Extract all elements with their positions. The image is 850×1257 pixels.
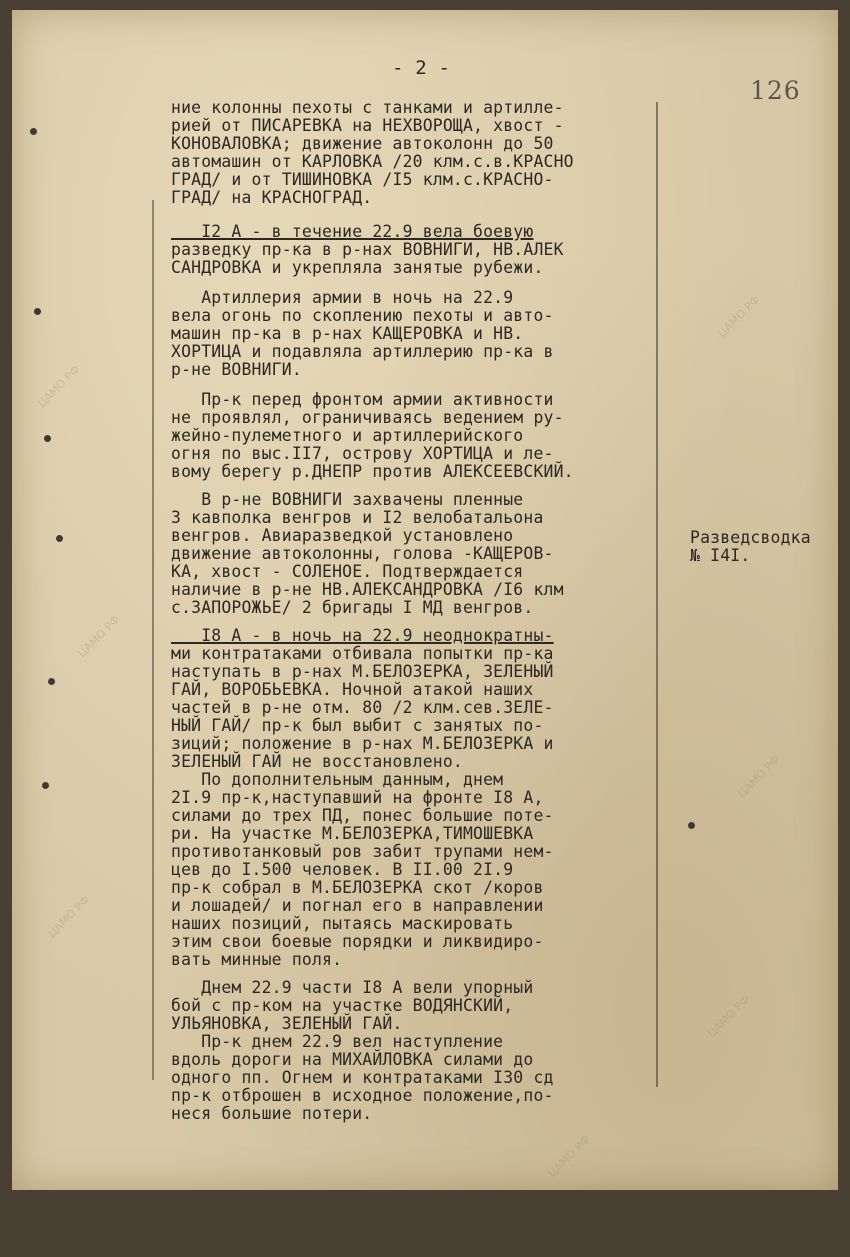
text-line: ЗЕЛЕНЫЙ ГАЙ не восстановлено. (171, 752, 463, 771)
text-line: разведку пр-ка в р-нах ВОВНИГИ, НВ.АЛЕК (171, 240, 564, 259)
watermark: ЦАМО РФ (715, 292, 763, 341)
punch-hole-mark (44, 435, 51, 442)
text-line: КОНОВАЛОВКА; движение автоколонн до 50 (171, 134, 554, 153)
text-line: жейно-пулеметного и артиллерийского (171, 426, 524, 445)
punch-hole-mark (30, 128, 37, 135)
text-line: ри. На участке М.БЕЛОЗЕРКА,ТИМОШЕВКА (171, 824, 534, 843)
text-line: движение автоколонны, голова -КАЩЕРОВ- (171, 544, 554, 563)
text-line: силами до трех ПД, понес большие поте- (171, 806, 554, 825)
text-line: КА, хвост - СОЛЕНОЕ. Подтверждается (171, 562, 524, 581)
margin-note-line: Разведсводка (690, 528, 811, 547)
margin-note-line: № I4I. (690, 546, 751, 565)
text-line: противотанковый ров забит трупами нем- (171, 842, 554, 861)
text-line: ми контратаками отбивала попытки пр-ка (171, 644, 554, 663)
text-line: вому берегу р.ДНЕПР против АЛЕКСЕЕВСКИЙ. (171, 462, 574, 481)
text-line: частей в р-не отм. 80 /2 клм.сев.ЗЕЛЕ- (171, 698, 554, 717)
page-number: - 2 - (392, 57, 451, 79)
text-line: венгров. Авиаразведкой установлено (171, 526, 514, 545)
text-line: огня по выс.II7, острову ХОРТИЦА и ле- (171, 444, 554, 463)
report-body (171, 98, 681, 1123)
text-line: зиций; положение в р-нах М.БЕЛОЗЕРКА и (171, 734, 554, 753)
text-line: 3 кавполка венгров и I2 велобатальона (171, 508, 544, 527)
watermark: ЦАМО РФ (705, 992, 753, 1041)
text-line: ХОРТИЦА и подавляла артиллерию пр-ка в (171, 342, 554, 361)
text-line: ГРАД/ и от ТИШИНОВКА /I5 клм.с.КРАСНО- (171, 170, 554, 189)
text-line: пр-к собрал в М.БЕЛОЗЕРКА скот /коров (171, 878, 544, 897)
text-line: рией от ПИСАРЕВКА на НЕХВОРОЩА, хвост - (171, 116, 564, 135)
text-line: с.ЗАПОРОЖЬЕ/ 2 бригады I МД венгров. (171, 598, 534, 617)
text-line: и лошадей/ и погнал его в направлении (171, 896, 544, 915)
text-line: ГРАД/ на КРАСНОГРАД. (171, 188, 373, 207)
text-line: Пр-к днем 22.9 вел наступление (171, 1032, 504, 1051)
text-line: В р-не ВОВНИГИ захвачены пленные (171, 490, 524, 509)
text-line: вела огонь по скоплению пехоты и авто- (171, 306, 554, 325)
text-line: автомашин от КАРЛОВКА /20 клм.с.в.КРАСНО (171, 152, 574, 171)
text-line: р-не ВОВНИГИ. (171, 360, 302, 379)
watermark: ЦАМО РФ (75, 612, 123, 661)
text-line: ГАЙ, ВОРОБЬЕВКА. Ночной атакой наших (171, 680, 534, 699)
margin-note (690, 528, 850, 604)
punch-hole-mark (34, 308, 41, 315)
watermark: ЦАМО РФ (45, 892, 93, 941)
text-line: САНДРОВКА и укрепляла занятые рубежи. (171, 258, 544, 277)
text-line: вать минные поля. (171, 950, 343, 969)
text-line: 2I.9 пр-к,наступавший на фронте I8 А, (171, 788, 544, 807)
text-line: Пр-к перед фронтом армии активности (171, 390, 554, 409)
text-line: ние колонны пехоты с танками и артилле- (171, 98, 564, 117)
text-line: цев до I.500 человек. В II.00 2I.9 (171, 860, 514, 879)
watermark: ЦАМО РФ (735, 752, 783, 801)
text-line: этим свои боевые порядки и ликвидиро- (171, 932, 544, 951)
text-line: одного пп. Огнем и контратаками I30 сд (171, 1068, 554, 1087)
text-line: УЛЬЯНОВКА, ЗЕЛЕНЫЙ ГАЙ. (171, 1014, 403, 1033)
text-line: неся большие потери. (171, 1104, 373, 1123)
punch-hole-mark (42, 782, 49, 789)
text-line: наличие в р-не НВ.АЛЕКСАНДРОВКА /I6 клм (171, 580, 564, 599)
section-12-army-heading-line: I2 А - в течение 22.9 вела боевую (171, 222, 534, 241)
watermark: ЦАМО РФ (35, 362, 83, 411)
punch-hole-mark (688, 822, 695, 829)
watermark: ЦАМО РФ (545, 1132, 593, 1181)
text-line: наших позиций, пытаясь маскировать (171, 914, 514, 933)
text-line: наступать в р-нах М.БЕЛОЗЕРКА, ЗЕЛЕНЫЙ (171, 662, 554, 681)
punch-hole-mark (48, 678, 55, 685)
text-line: пр-к отброшен в исходное положение,по- (171, 1086, 554, 1105)
section-18-army-heading-line: I8 А - в ночь на 22.9 неоднократны- (171, 626, 554, 645)
text-line: машин пр-ка в р-нах КАЩЕРОВКА и НВ. (171, 324, 524, 343)
text-line: вдоль дороги на МИХАЙЛОВКА силами до (171, 1050, 534, 1069)
text-line: НЫЙ ГАЙ/ пр-к был выбит с занятых по- (171, 716, 544, 735)
text-line: не проявлял, ограничиваясь ведением ру- (171, 408, 564, 427)
punch-hole-mark (56, 535, 63, 542)
text-line: бой с пр-ком на участке ВОДЯНСКИЙ, (171, 996, 514, 1015)
text-line: Днем 22.9 части I8 А вели упорный (171, 978, 534, 997)
text-line: По дополнительным данным, днем (171, 770, 504, 789)
text-line: Артиллерия армии в ночь на 22.9 (171, 288, 514, 307)
margin-rule-left (152, 200, 154, 1080)
archive-number: 126 (750, 76, 801, 105)
document-page (12, 10, 838, 1190)
